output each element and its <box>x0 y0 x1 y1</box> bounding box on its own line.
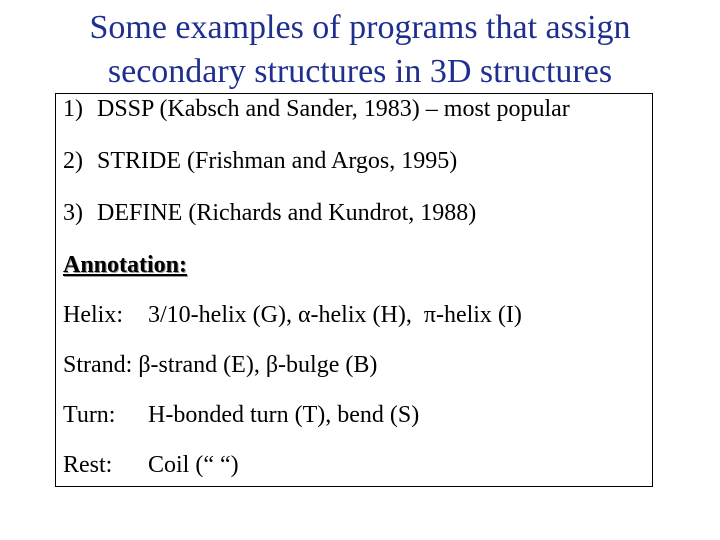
program-text: STRIDE (Frishman and Argos, 1995) <box>97 148 458 174</box>
annotation-label: Strand: <box>63 352 133 378</box>
program-number: 2) <box>63 148 83 174</box>
program-item-stride <box>63 146 457 176</box>
annotation-helix <box>63 300 522 330</box>
program-text: DEFINE (Richards and Kundrot, 1988) <box>97 200 477 226</box>
slide-title-line-2: secondary structures in 3D structures <box>107 53 613 90</box>
annotation-label: Rest: <box>63 452 113 478</box>
annotation-turn <box>63 400 419 430</box>
annotation-text: β-strand (E), β-bulge (B) <box>138 352 378 378</box>
program-text: DSSP (Kabsch and Sander, 1983) – most popular <box>97 96 570 122</box>
annotation-text: Coil (“ “) <box>148 452 239 478</box>
program-item-dssp <box>63 94 570 124</box>
program-number: 1) <box>63 96 83 122</box>
annotation-strand <box>63 350 377 380</box>
program-number: 3) <box>63 200 83 226</box>
annotation-label: Turn: <box>63 402 116 428</box>
annotation-heading: Annotation: <box>63 252 188 278</box>
content-box <box>55 93 653 487</box>
annotation-text: H-bonded turn (T), bend (S) <box>148 402 420 428</box>
program-item-define <box>63 198 476 228</box>
annotation-rest <box>63 450 239 480</box>
slide-title-line-1: Some examples of programs that assign <box>89 9 631 46</box>
slide-title <box>0 6 720 94</box>
annotation-text: 3/10-helix (G), α-helix (H), π-helix (I) <box>148 302 522 328</box>
annotation-label: Helix: <box>63 302 123 328</box>
